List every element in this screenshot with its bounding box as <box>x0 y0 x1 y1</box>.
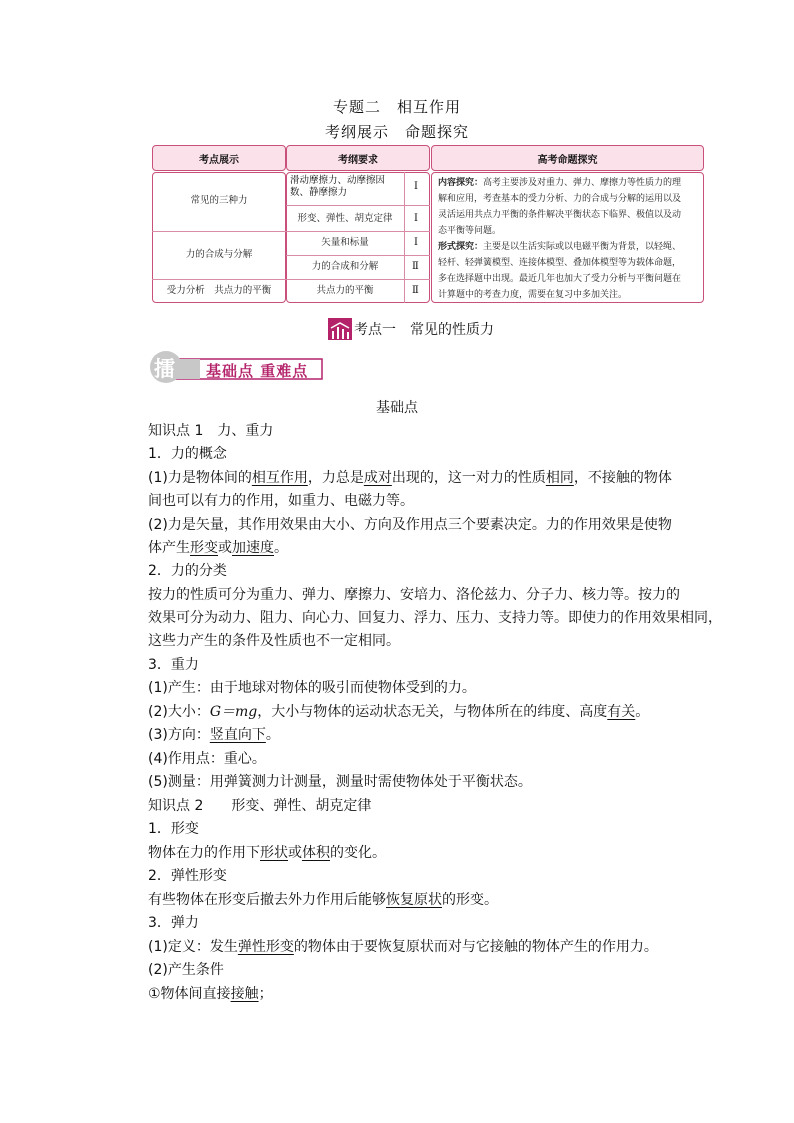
form-line: 计算题中的考查力度，需要在复习中多加关注。 <box>438 290 628 300</box>
paragraph-line: (5)测量：用弹簧测力计测量，测量时需使物体处于平衡状态。 <box>148 774 532 790</box>
paragraph-line <box>148 724 280 746</box>
paragraph-line: (1)产生：由于地球对物体的吸引而使物体受到的力。 <box>148 680 476 696</box>
banner-label: 基础点 重难点 <box>206 362 309 380</box>
req-vector: 矢量和标量 <box>321 237 369 248</box>
text: 出现的，这一对力的性质 <box>391 470 546 486</box>
text: (1)定义：发生 <box>148 939 238 955</box>
page-subtitle: 考纲展示 命题探究 <box>324 123 469 141</box>
paragraph-line <box>148 983 273 1005</box>
underlined-term: 相互作用 <box>251 470 308 486</box>
text: 或 <box>218 540 232 556</box>
paragraph-line: 这些力产生的条件及性质也不一定相同。 <box>148 633 400 649</box>
text: 体产生 <box>148 540 190 556</box>
underlined-term: 弹性形变 <box>237 939 294 955</box>
underlined-term: 竖直向下 <box>209 727 266 743</box>
form-line: 多在选择题中出现。最近几年也加大了受力分析与平衡问题在 <box>438 274 682 284</box>
level-badge: Ⅰ <box>414 237 418 248</box>
section-banner <box>148 350 324 384</box>
paragraph-line <box>148 701 649 723</box>
text: 的变化。 <box>330 845 386 861</box>
subheading: 3．弹力 <box>148 915 199 931</box>
subheading: 1．力的概念 <box>148 446 227 462</box>
level-badge: Ⅰ <box>414 213 418 224</box>
form-label: 形式探究： <box>438 242 484 252</box>
text: (3)方向： <box>148 727 210 743</box>
exam-outline-table <box>152 145 704 303</box>
content-label: 内容探究： <box>438 178 484 188</box>
topic-composition: 力的合成与分解 <box>185 249 253 260</box>
paragraph-line: (2)产生条件 <box>148 962 224 978</box>
req-composition: 力的合成和分解 <box>311 261 379 272</box>
subheading: 3．重力 <box>148 657 199 673</box>
req-friction: 滑动摩擦力、动摩擦因数、静摩擦力 <box>290 175 386 198</box>
text: 的形变。 <box>442 892 498 908</box>
paragraph-line <box>148 537 288 559</box>
kaodian-icon <box>328 318 352 340</box>
content-line: 解和应用，考查基本的受力分析、力的合成与分解的运用以及 <box>438 194 682 204</box>
text: 或 <box>288 845 302 861</box>
underlined-term: 体积 <box>302 845 330 861</box>
content-line: 态平衡等问题。 <box>438 226 502 236</box>
level-badge: Ⅰ <box>414 181 418 192</box>
req-equilibrium: 共点力的平衡 <box>316 285 374 296</box>
level-badge: Ⅱ <box>412 285 419 296</box>
row-divider <box>286 279 430 280</box>
knowledge-point-2: 知识点 2 形变、弹性、胡克定律 <box>148 798 372 814</box>
row-divider <box>286 205 430 206</box>
kaodian-title: 考点一 常见的性质力 <box>354 322 494 338</box>
content-line: 高考主要涉及对重力、弹力、摩擦力等性质力的理 <box>483 178 682 188</box>
text: (2)大小： <box>148 704 210 720</box>
row-divider <box>286 255 430 256</box>
paragraph-line: (2)力是矢量，其作用效果由大小、方向及作用点三个要素决定。力的作用效果是使物 <box>148 517 672 533</box>
content-line: 灵活运用共点力平衡的条件解决平衡状态下临界、极值以及动 <box>438 210 682 220</box>
paragraph-line <box>148 467 672 489</box>
kaodian-heading <box>328 318 494 340</box>
form-line: 轻杆、轻弹簧模型、连接体模型、叠加体模型等为载体命题， <box>438 258 682 268</box>
underlined-term: 接触 <box>230 986 259 1002</box>
paragraph-line <box>148 936 658 958</box>
underlined-term: 恢复原状 <box>386 892 442 908</box>
paragraph-line <box>148 842 386 864</box>
underlined-term: 有关 <box>607 704 636 720</box>
table-header-requirement: 考纲要求 <box>286 145 430 171</box>
row-divider <box>286 231 430 232</box>
paragraph-line: 间也可以有力的作用，如重力、电磁力等。 <box>148 493 414 509</box>
text: 的物体由于要恢复原状而对与它接触的物体产生的作用力。 <box>293 939 658 955</box>
column-divider <box>404 172 405 303</box>
table-body-left <box>152 172 286 303</box>
text: ，不接触的物体 <box>573 470 672 486</box>
knowledge-point-1: 知识点 1 力、重力 <box>148 423 274 439</box>
text: ，力总是 <box>307 470 364 486</box>
underlined-term: 形变 <box>190 540 218 556</box>
text: 。 <box>265 727 280 743</box>
text: ①物体间直接 <box>148 986 231 1002</box>
subheading: 2．力的分类 <box>148 563 227 579</box>
text: 有些物体在形变后撤去外力作用后能够 <box>148 892 386 908</box>
table-header-exploration: 高考命题探究 <box>431 145 704 171</box>
text: 物体在力的作用下 <box>148 845 260 861</box>
text: 。 <box>635 704 650 720</box>
underlined-term: 加速度 <box>232 540 274 556</box>
underlined-term: 相同 <box>545 470 574 486</box>
table-header-topic: 考点展示 <box>152 145 286 171</box>
form-line: 主要是以生活实际或以电磁平衡为背景，以轻绳、 <box>483 242 682 252</box>
paragraph-line: 按力的性质可分为重力、弹力、摩擦力、安培力、洛伦兹力、分子力、核力等。按力的 <box>148 587 680 603</box>
paragraph-line: 效果可分为动力、阻力、向心力、回复力、浮力、压力、支持力等。即使力的作用效果相同， <box>148 610 722 626</box>
row-divider <box>152 279 286 280</box>
exploration-text <box>438 175 702 303</box>
formula: G＝mg <box>209 704 258 720</box>
underlined-term: 形状 <box>260 845 288 861</box>
page-title: 专题二 相互作用 <box>332 98 461 116</box>
section-title: 基础点 <box>376 400 418 416</box>
underlined-term: 成对 <box>363 470 392 486</box>
level-badge: Ⅱ <box>412 261 419 272</box>
text: ； <box>258 986 273 1002</box>
text: ，大小与物体的运动状态无关，与物体所在的纬度、高度 <box>257 704 608 720</box>
subheading: 1．形变 <box>148 821 199 837</box>
paragraph-line <box>148 889 498 911</box>
paragraph-line: (4)作用点：重心。 <box>148 751 266 767</box>
banner-icon: 擂 <box>154 357 175 381</box>
row-divider <box>152 231 286 232</box>
text: 。 <box>274 540 288 556</box>
topic-equilibrium: 受力分析 共点力的平衡 <box>166 285 272 296</box>
req-deformation: 形变、弹性、胡克定律 <box>297 213 393 224</box>
topic-three-forces: 常见的三种力 <box>190 195 248 206</box>
text: (1)力是物体间的 <box>148 470 252 486</box>
subheading: 2．弹性形变 <box>148 868 227 884</box>
